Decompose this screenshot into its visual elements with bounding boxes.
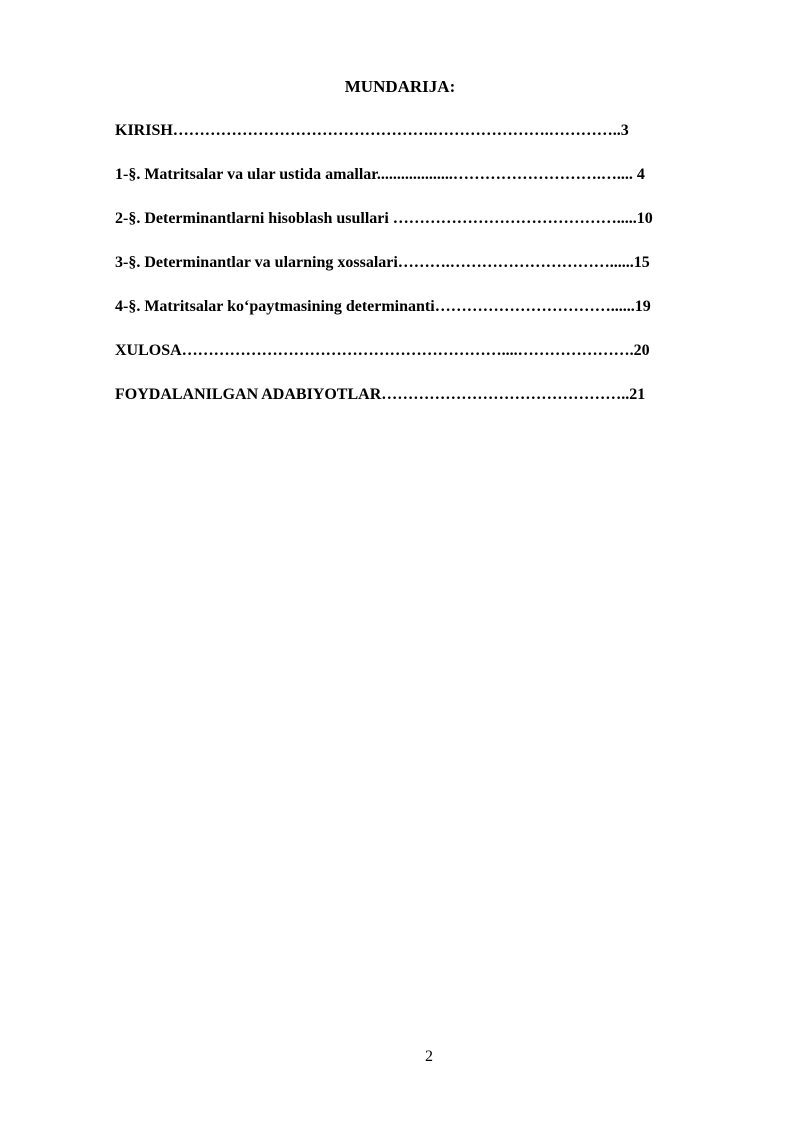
toc-entry-section-4 [115, 297, 742, 341]
toc-entry-xulosa [115, 341, 742, 385]
toc-entry-text: 3-§. Determinantlar va ularning xossalari……….…………………………......15 [115, 254, 650, 271]
toc-entry-text: 2-§. Determinantlarni hisoblash usullari …………………………………….....10 [115, 210, 653, 227]
toc-entry-section-2 [115, 209, 742, 253]
toc-entry-section-3 [115, 253, 742, 297]
toc-entry-text: KIRISH………………………………………….………………….…………..3 [115, 122, 629, 139]
toc-entry-text: 4-§. Matritsalar ko‘paytmasining determinanti……………………………......19 [115, 298, 651, 315]
toc-entry-section-1 [115, 165, 742, 209]
toc-entry-adabiyotlar [115, 385, 742, 429]
toc-entry-text: 1-§. Matritsalar va ular ustida amallar...................……………………….….... 4 [115, 166, 645, 183]
toc-entry-kirish [115, 121, 742, 165]
page-title: MUNDARIJA: [344, 77, 456, 96]
toc-entry-text: XULOSA……………………………………………………....………………….20 [115, 342, 650, 359]
page-number: 2 [425, 1048, 433, 1065]
toc-entry-text: FOYDALANILGAN ADABIYOTLAR………………………………………..21 [115, 386, 646, 403]
table-of-contents [115, 121, 742, 429]
